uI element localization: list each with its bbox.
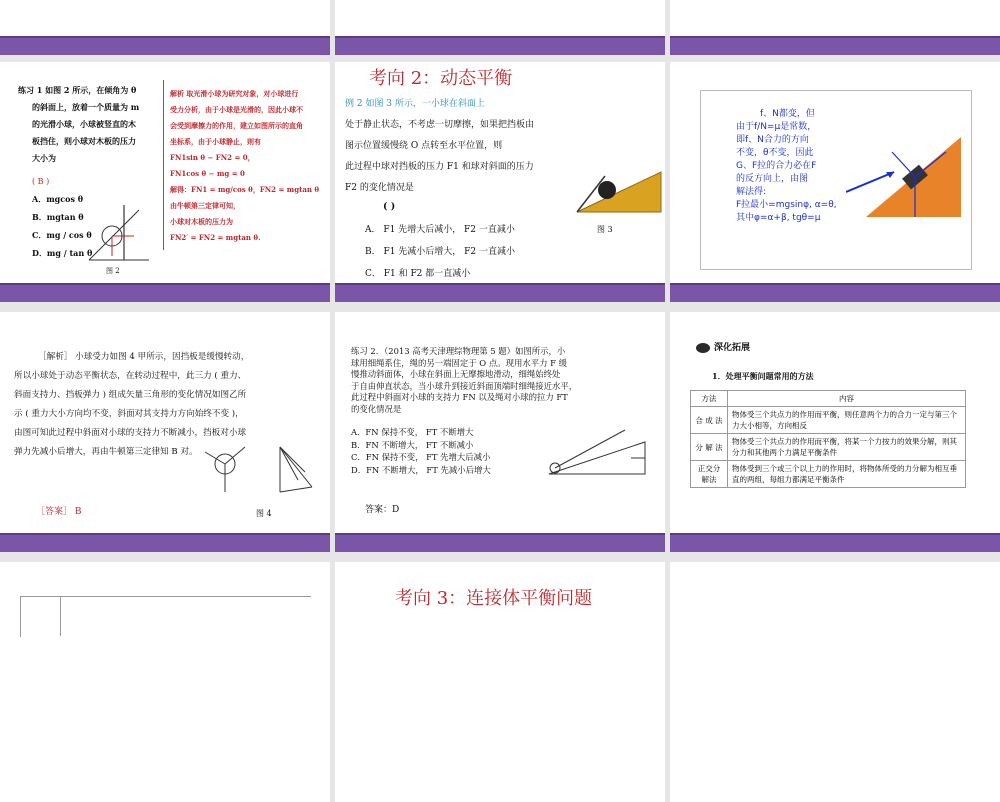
table-row (691, 461, 966, 488)
expand-icon (696, 343, 710, 353)
slide-thumb-methods-table[interactable] (670, 312, 1000, 552)
slide-footer-bar (335, 533, 665, 552)
slide-title: 考向 3：连接体平衡问题 (395, 588, 593, 609)
figure-label: 图 4 (256, 509, 272, 518)
figure-3-slope (575, 162, 663, 214)
content-cell: 物体受三个共点力的作用而平衡，则任意两个力的合力一定与第三个力大小相等，方向相反 (728, 407, 966, 434)
slide-thumb-bottom-3[interactable] (670, 562, 1000, 802)
methods-table (690, 390, 966, 488)
problem-text: 练习 2．（2013 高考天津理综物理第 5 题）如图所示，小 球用细绳系住，绳的另一端固定于 O 点。现用水平力 F 缓 慢推动斜面体，小球在斜面上无摩擦地滑动，细绳始终处 于自由伸直状态，当小球升到接近斜面顶端时细绳接近水平， 此过程中斜面对小球的支持力 FN 以及绳对小球的拉力 FT 的变化情况是 (351, 346, 578, 414)
slide-thumb-practice-1[interactable] (0, 62, 330, 302)
table-row (691, 407, 966, 434)
table-caption: 1．处理平衡问题常用的方法 (712, 371, 814, 381)
slide-thumb-practice-2[interactable] (335, 312, 665, 552)
method-cell: 正交分解法 (691, 461, 728, 488)
analysis-text: ［解析］ 小球受力如图 4 甲所示，因挡板是缓慢转动， 所以小球处于动态平衡状态，在转动过程中，此三力 ( 重力、 斜面支持力、挡板弹力 ) 组成矢量三角形的变化情况如图乙所 示 ( 重力大小方向均不变，斜面对其支持力方向始终不变 )， 由图可知此过程中斜面对小球的支持力不断减小，挡板对小球 弹力先减小后增大，再由牛顿第三定律知 B 对。 (14, 352, 250, 457)
method-cell: 分 解 法 (691, 434, 728, 461)
slide-footer-bar (670, 533, 1000, 552)
choice-list: A．mgcos θ B．mgtan θ C．mg / cos θ D．mg / tan θ (32, 194, 93, 258)
slide-thumb-bottom-2[interactable] (335, 562, 665, 802)
table-header-content: 内容 (728, 391, 966, 407)
table-row (691, 434, 966, 461)
slide-footer-bar (335, 36, 665, 55)
slide-thumb-top-3[interactable] (670, 0, 1000, 55)
slide-footer-bar (670, 283, 1000, 302)
example-text: 例 2 如图 3 所示，一小球在斜面上 处于静止状态，不考虑一切摩擦，如果把挡板由 图示位置缓慢绕 O 点转至水平位置，则 此过程中球对挡板的压力 F1 和球对斜面的压力 F2 的变化情况是 (345, 99, 535, 193)
content-cell: 物体受到三个或三个以上力的作用时，将物体所受的力分解为相互垂直的两组，每组力都满足平衡条件 (728, 461, 966, 488)
method-cell: 合 成 法 (691, 407, 728, 434)
slide-thumb-analysis[interactable] (0, 312, 330, 552)
answer-text: ［答案］ B (36, 507, 82, 517)
slide-thumb-dynamic-equilibrium[interactable] (335, 62, 665, 302)
slide-thumb-top-1[interactable] (0, 0, 330, 55)
slide-footer-bar (0, 533, 330, 552)
content-cell: 物体受三个共点力的作用而平衡，将某一个力按力的效果分解，则其分力和其他两个力满足平衡条件 (728, 434, 966, 461)
slope-rope-diagram (545, 422, 650, 477)
slide-footer-bar (0, 36, 330, 55)
answer-paren: ( ) (383, 201, 396, 212)
answer-mark: ( B ) (32, 177, 50, 186)
divider-line (163, 80, 164, 250)
slide-footer-bar (0, 283, 330, 302)
table-outline (20, 596, 311, 637)
option-list: A． F1 先增大后减小， F2 一直减小 B． F1 先减小后增大， F2 一直减小 C． F1 和 F2 都一直减小 (365, 225, 515, 279)
slide-thumb-bottom-1[interactable] (0, 562, 330, 802)
figure-2-diagram (84, 200, 154, 270)
note-text: f、N都变，但 由于f/N=μ是常数， 即f、N合力的方向 不变，θ不变，因此 G、F拉的合力必在F 的反方向上，由图 解法得: F拉最小=mgsinφ, α=θ, 其中φ=α+β, tgθ=μ (736, 109, 837, 223)
force-diagram (846, 132, 966, 222)
answer-text: 答案：D (365, 505, 400, 515)
slide-thumb-top-2[interactable] (335, 0, 665, 55)
slide-footer-bar (670, 36, 1000, 55)
table-inner-line (60, 596, 61, 636)
slide-thumb-friction-note[interactable] (670, 62, 1000, 302)
solution-text: 解析 取光滑小球为研究对象，对小球进行 受力分析，由于小球是光滑的，因此小球不 会受到摩擦力的作用，建立如图所示的直角 坐标系，由于小球静止，则有 FN1sin θ − FN2 = 0， FN1cos θ − mg = 0 解得：FN1 = mg/cos θ，FN2 = mgtan θ 由牛顿第三定律可知， 小球对木板的压力为 FN2′ = FN2 = mgtan θ. (170, 89, 320, 242)
problem-text: 练习 1 如图 2 所示，在倾角为 θ 的斜面上，放着一个质量为 m 的光滑小球，小球被竖直的木 板挡住，则小球对木板的压力 大小为 (18, 85, 140, 163)
section-heading: 深化拓展 (696, 340, 750, 356)
table-header-method: 方法 (691, 391, 728, 407)
option-list: A．FN 保持不变， FT 不断增大 B．FN 不断增大， FT 不断减小 C．FN 保持不变， FT 先增大后减小 D．FN 不断增大， FT 先减小后增大 (351, 427, 491, 475)
figure-4-diagram (200, 442, 320, 502)
figure-label: 图 3 (597, 225, 613, 234)
figure-label: 图 2 (106, 267, 120, 275)
slide-footer-bar (335, 283, 665, 302)
slide-title: 考向 2：动态平衡 (369, 68, 513, 89)
